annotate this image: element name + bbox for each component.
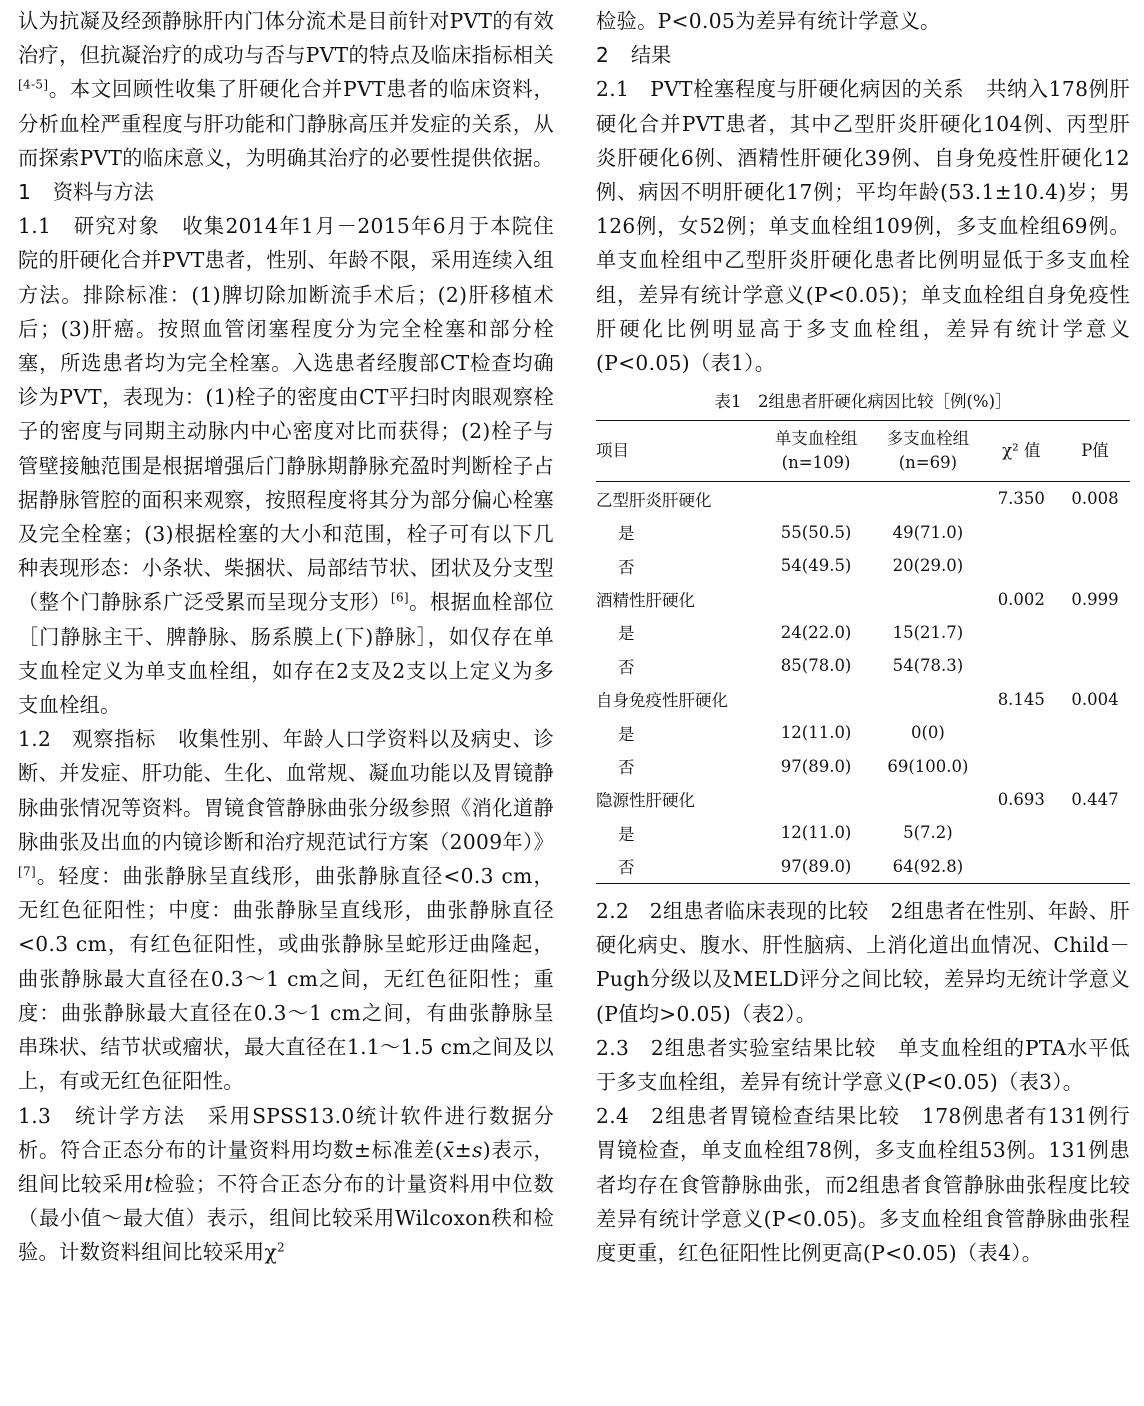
row-chi-square xyxy=(983,649,1060,682)
row-chi-square: 0.693 xyxy=(997,789,1045,809)
table-row xyxy=(596,482,1130,516)
row-p-value xyxy=(1060,749,1130,782)
row-item: 乙型肝炎肝硬化 xyxy=(596,490,712,510)
subsection-1-3 xyxy=(18,1099,554,1270)
table-row xyxy=(596,549,1130,582)
row-group-2: 5(7.2) xyxy=(903,823,953,843)
section-number: 2 xyxy=(596,43,609,68)
chi-square-superscript: 2 xyxy=(277,1240,286,1255)
subsection-text-cont: 检验；不符合正态分布的计量资料用中位数（最小值～最大值）表示，组间比较采用Wilcoxon秩和检验。计数资料组间比较采用χ xyxy=(18,1171,554,1265)
row-item: 自身免疫性肝硬化 xyxy=(596,691,728,711)
table-row xyxy=(596,716,1130,749)
row-item: 否 xyxy=(618,657,635,677)
row-group-2: 54(78.3) xyxy=(892,656,964,676)
row-p-value xyxy=(1060,616,1130,649)
continuation-paragraph: 检验。P<0.05为差异有统计学意义。 xyxy=(596,9,941,33)
row-group-2 xyxy=(873,783,982,816)
row-p-value xyxy=(1060,649,1130,682)
row-group-1 xyxy=(759,683,873,716)
row-group-1 xyxy=(759,783,873,816)
group-2-name: 多支血栓组 xyxy=(886,429,970,449)
subsection-2-1 xyxy=(596,72,1130,380)
subsection-text: 单支血栓组的PTA水平低于多支血栓组，差异有统计学意义(P<0.05)（表3）。 xyxy=(596,1035,1130,1094)
intro-text-cont: 。本文回顾性收集了肝硬化合并PVT患者的临床资料，分析血栓严重程度与肝功能和门静脉高压并发症的关系，从而探索PVT的临床意义，为明确其治疗的必要性提供依据。 xyxy=(18,77,554,170)
row-item: 是 xyxy=(618,524,635,544)
row-group-1: 54(49.5) xyxy=(780,556,852,576)
citation-ref: [7] xyxy=(18,864,37,879)
row-p-value xyxy=(1060,850,1130,884)
row-item: 是 xyxy=(618,724,635,744)
subsection-label: 2.2 2组患者临床表现的比较 xyxy=(596,898,869,923)
citation-ref: [6] xyxy=(390,590,409,605)
row-group-2: 15(21.7) xyxy=(892,622,964,642)
table-row xyxy=(596,649,1130,682)
subsection-2-2 xyxy=(596,894,1130,1031)
row-group-2 xyxy=(873,582,982,615)
row-chi-square: 0.002 xyxy=(997,589,1045,609)
row-item: 隐源性肝硬化 xyxy=(596,791,695,811)
table-row xyxy=(596,783,1130,816)
row-item: 否 xyxy=(618,557,635,577)
section-heading-2 xyxy=(596,38,1130,72)
row-item: 酒精性肝硬化 xyxy=(596,591,695,611)
subsection-text-cont: )表示，组间比较采用 xyxy=(18,1137,554,1196)
subsection-text-cont: 。根据血栓部位［门静脉主干、脾静脉、肠系膜上(下)静脉］，如仅存在单支血栓定义为单支血栓组，如存在2支及2支以上定义为多支血栓组。 xyxy=(18,590,554,718)
group-2-n: (n=69) xyxy=(898,453,958,473)
section-title: 结果 xyxy=(630,43,672,68)
row-p-value xyxy=(1060,716,1130,749)
row-chi-square xyxy=(983,850,1060,884)
header-group-2 xyxy=(873,421,982,482)
row-item: 是 xyxy=(618,824,635,844)
subsection-text: 采用SPSS13.0统计软件进行数据分析。符合正态分布的计量资料用均数±标准差( xyxy=(18,1103,554,1162)
row-chi-square xyxy=(983,716,1060,749)
row-p-value: 0.999 xyxy=(1071,589,1119,609)
header-chi-square: χ² 值 xyxy=(983,421,1060,482)
table-row xyxy=(596,683,1130,716)
row-item: 否 xyxy=(618,758,635,778)
row-group-2: 69(100.0) xyxy=(887,756,969,776)
section-heading-1 xyxy=(18,175,554,209)
citation-ref: [4-5] xyxy=(18,77,49,92)
header-item: 项目 xyxy=(596,421,759,482)
subsection-2-4 xyxy=(596,1099,1130,1270)
table-row xyxy=(596,582,1130,615)
subsection-label: 2.4 2组患者胃镜检查结果比较 xyxy=(596,1104,900,1129)
header-group-1 xyxy=(759,421,873,482)
row-group-1: 12(11.0) xyxy=(780,823,852,843)
intro-text: 认为抗凝及经颈静脉肝内门体分流术是目前针对PVT的有效治疗，但抗凝治疗的成功与否与PVT的特点及临床指标相关 xyxy=(18,9,554,68)
row-group-2: 64(92.8) xyxy=(873,850,982,884)
group-1-n: (n=109) xyxy=(781,453,851,473)
row-group-1: 12(11.0) xyxy=(780,723,852,743)
row-item: 是 xyxy=(618,624,635,644)
row-group-2: 49(71.0) xyxy=(892,522,964,542)
row-chi-square xyxy=(983,749,1060,782)
subsection-text: 178例患者有131例行胃镜检查，单支血栓组78例，多支血栓组53例。131例患者均存在食管静脉曲张，而2组患者食管静脉曲张程度比较差异有统计学意义(P<0.05)。多支血栓组食管静脉曲张程度更重，红色征阳性比例更高(P<0.05)（表4）。 xyxy=(596,1104,1130,1265)
math-mean-sd: x̄±s xyxy=(443,1137,483,1162)
row-chi-square: 7.350 xyxy=(997,489,1045,509)
subsection-text: 收集2014年1月－2015年6月于本院住院的肝硬化合并PVT患者，性别、年龄不限，采用连续入组方法。排除标准：(1)脾切除加断流手术后；(2)肝移植术后；(3)肝癌。按照血管闭塞程度分为完全栓塞和部分栓塞，所选患者均为完全栓塞。入选患者经腹部CT检查均确诊为PVT，表现为：(1)栓子的密度由CT平扫时肉眼观察栓子的密度与同期主动脉内中心密度对比而获得；(2)栓子与管壁接触范围是根据增强后门静脉期静脉充盈时判断栓子占据静脉管腔的面积来观察，按照程度将其分为部分偏心栓塞及完全栓塞；(3)根据栓塞的大小和范围，栓子可有以下几种表现形态：小条状、柴捆状、局部结节状、团状及分支型（整个门静脉系广泛受累而呈现分支形） xyxy=(18,214,555,615)
row-group-2 xyxy=(873,683,982,716)
math-t: t xyxy=(144,1171,154,1196)
section-title: 资料与方法 xyxy=(52,180,154,205)
row-group-1: 55(50.5) xyxy=(780,522,852,542)
row-chi-square: 8.145 xyxy=(997,689,1045,709)
row-group-2: 0(0) xyxy=(910,723,945,743)
left-column xyxy=(18,4,554,1270)
table-row xyxy=(596,850,1130,884)
table-row xyxy=(596,816,1130,849)
row-group-1: 97(89.0) xyxy=(759,850,873,884)
intro-paragraph xyxy=(18,4,554,175)
row-p-value: 0.004 xyxy=(1071,689,1119,709)
table-row xyxy=(596,516,1130,549)
table-body xyxy=(596,482,1130,884)
subsection-text: 共纳入178例肝硬化合并PVT患者，其中乙型肝炎肝硬化104例、丙型肝炎肝硬化6例、酒精性肝硬化39例、自身免疫性肝硬化12例、病因不明肝硬化17例；平均年龄(53.1±10.4)岁；男126例，女52例；单支血栓组109例，多支血栓组69例。单支血栓组中乙型肝炎肝硬化患者比例明显低于多支血栓组，差异有统计学意义(P<0.05)；单支血栓组自身免疫性肝硬化比例明显高于多支血栓组，差异有统计学意义(P<0.05)（表1）。 xyxy=(596,77,1131,376)
subsection-label: 1.3 统计学方法 xyxy=(18,1103,186,1128)
row-p-value xyxy=(1060,549,1130,582)
row-item: 否 xyxy=(596,850,759,884)
table-row xyxy=(596,616,1130,649)
section-number: 1 xyxy=(18,180,31,205)
row-p-value xyxy=(1060,516,1130,549)
row-chi-square xyxy=(983,616,1060,649)
subsection-label: 2.1 PVT栓塞程度与肝硬化病因的关系 xyxy=(596,77,965,102)
row-chi-square xyxy=(983,516,1060,549)
subsection-text: 收集性别、年龄人口学资料以及病史、诊断、并发症、肝功能、生化、血常规、凝血功能以及胃镜静脉曲张情况等资料。胃镜食管静脉曲张分级参照《消化道静脉曲张及出血的内镜诊断和治疗规范试行方案（2009年）》 xyxy=(18,727,554,854)
table-1-title: 表1 2组患者肝硬化病因比较［例(%)］ xyxy=(714,392,1012,412)
subsection-label: 1.1 研究对象 xyxy=(18,214,161,239)
row-group-1: 97(89.0) xyxy=(780,756,852,776)
row-chi-square xyxy=(983,549,1060,582)
subsection-2-3 xyxy=(596,1031,1130,1099)
subsection-label: 2.3 2组患者实验室结果比较 xyxy=(596,1035,877,1060)
row-p-value: 0.008 xyxy=(1071,489,1119,509)
row-group-1 xyxy=(759,582,873,615)
group-1-name: 单支血栓组 xyxy=(774,429,858,449)
table-row xyxy=(596,749,1130,782)
row-p-value: 0.447 xyxy=(1071,789,1119,809)
subsection-1-1 xyxy=(18,209,554,722)
subsection-1-2 xyxy=(18,722,554,1098)
header-p-value: P值 xyxy=(1060,421,1130,482)
table-header-row xyxy=(596,421,1130,482)
subsection-label: 1.2 观察指标 xyxy=(18,727,157,752)
row-group-1: 85(78.0) xyxy=(780,656,852,676)
table-1 xyxy=(596,420,1130,884)
subsection-text-cont: 。轻度：曲张静脉呈直线形，曲张静脉直径<0.3 cm，无红色征阳性；中度：曲张静脉呈直线形，曲张静脉直径<0.3 cm，有红色征阳性，或曲张静脉呈蛇形迂曲隆起，曲张静脉最大直径在0.3～1 cm之间，无红色征阳性；重度：曲张静脉最大直径在0.3～1 cm之间，有曲张静脉呈串珠状、结节状或瘤状，最大直径在1.1～1.5 cm之间及以上，有或无红色征阳性。 xyxy=(18,864,554,1094)
row-group-1: 24(22.0) xyxy=(780,622,852,642)
row-group-2: 20(29.0) xyxy=(892,556,964,576)
row-group-1 xyxy=(759,482,873,516)
row-p-value xyxy=(1060,816,1130,849)
row-chi-square xyxy=(983,816,1060,849)
right-column xyxy=(596,4,1130,1270)
row-group-2 xyxy=(873,482,982,516)
subsection-text: 2组患者在性别、年龄、肝硬化病史、腹水、肝性脑病、上消化道出血情况、Child－Pugh分级以及MELD评分之间比较，差异均无统计学意义(P值均>0.05)（表2）。 xyxy=(596,898,1131,1026)
